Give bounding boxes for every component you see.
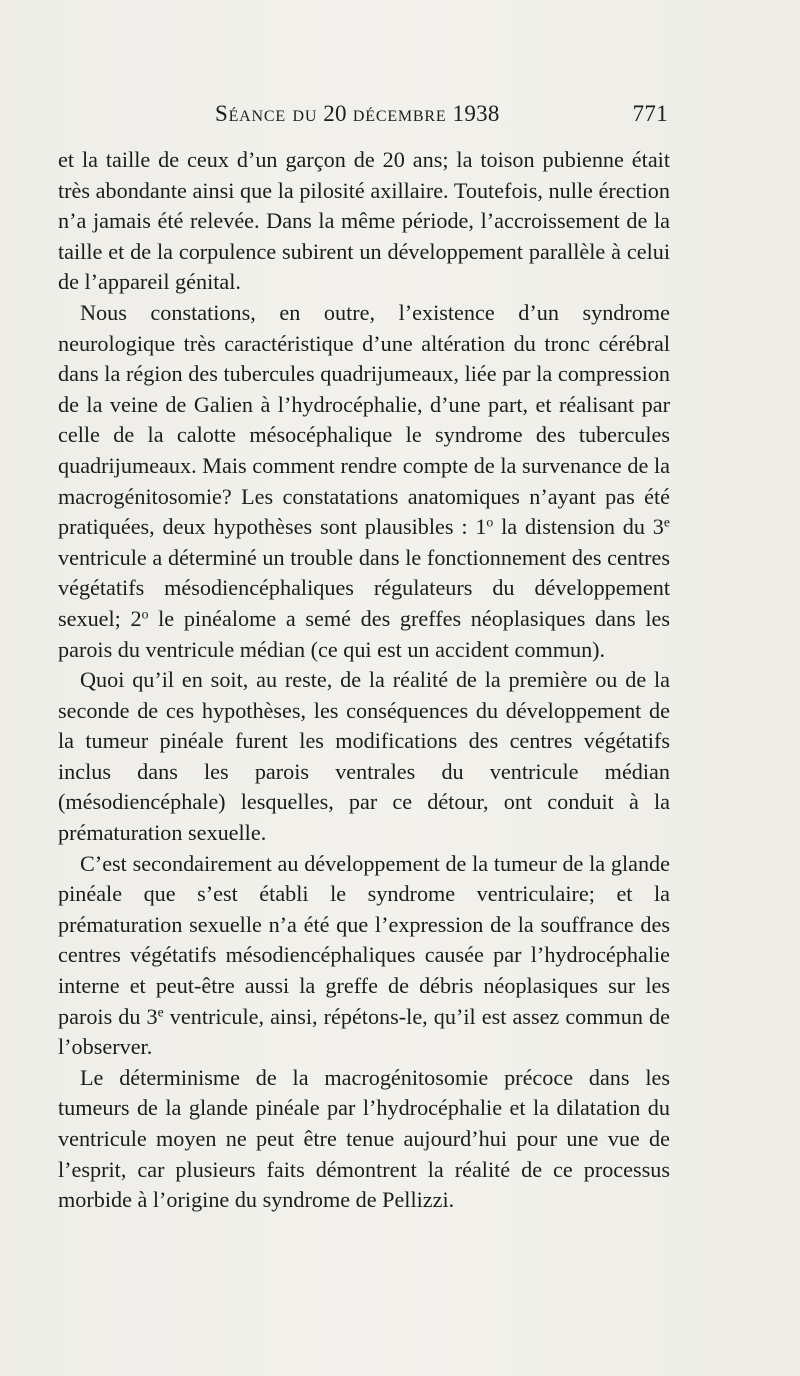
paragraph-text: ventricule a déterminé un trouble dans le fonctionnement des centres végétatifs mésodiencéphaliques régulateurs du développement sexuel; 2 <box>58 544 670 631</box>
paragraph-text: Quoi qu’il en soit, au reste, de la réalité de la première ou de la seconde de ces hypothèses, les conséquences du développement de la tumeur pinéale furent les modifications des centres végétatifs inclus dans les parois ventrales du ventricule médian (mésodiencéphale) lesquelles, par ce détour, ont conduit à la prématuration sexuelle. <box>58 667 670 846</box>
paragraph-text: le pinéalome a semé des greffes néoplasiques dans les parois du ventricule médian (ce qui est un accident commun). <box>58 605 670 662</box>
paragraph-2 <box>58 298 670 665</box>
paragraph-text: et la taille de ceux d’un garçon de 20 ans; la toison pubienne était très abondante ainsi que la pilosité axillaire. Toutefois, nulle érection n’a jamais été relevée. Dans la même période, l’accroissement de la taille et de la corpulence subirent un développement parallèle à celui de l’appareil génital. <box>58 147 670 295</box>
paragraph-1 <box>58 145 670 298</box>
superscript-o: o <box>141 606 149 622</box>
running-head-year: 1938 <box>452 101 500 126</box>
running-head-month: décembre <box>352 101 447 126</box>
paragraph-3 <box>58 665 670 849</box>
running-head-day: 20 <box>323 101 347 126</box>
paragraph-text: C’est secondairement au développement de la tumeur de la glande pinéale que s’est établi le syndrome ventriculaire; et la prématuration sexuelle n’a été que l’expression de la souffrance des centres végétatifs mésodiencéphaliques causée par l’hydrocéphalie interne et peut-être aussi la greffe de débris néoplasiques sur les parois du 3 <box>58 850 670 1029</box>
paragraph-4 <box>58 849 670 1063</box>
superscript-o: o <box>486 514 494 530</box>
body-text <box>58 145 670 1216</box>
page-number: 771 <box>632 101 668 126</box>
paragraph-text: Nous constations, en outre, l’existence d’un syndrome neurologique très caractéristique d’une altération du tronc cérébral dans la région des tubercules quadrijumeaux, liée par la compression de la veine de Galien à l’hydrocéphalie, d’une part, et réalisant par celle de la calotte mésocéphalique le syndrome des tubercules quadrijumeaux. Mais comment rendre compte de la survenance de la macrogénitosomie? Les constatations anatomiques n’ayant pas été pratiquées, deux hypothèses sont plausibles : 1 <box>58 299 670 540</box>
running-head-title <box>215 101 500 127</box>
paragraph-text: ventricule, ainsi, répétons-le, qu’il est assez commun de l’observer. <box>58 1003 670 1060</box>
paragraph-text: la distension du 3 <box>493 514 664 540</box>
running-head-seance: Séance du <box>215 101 318 126</box>
superscript-e: e <box>157 1004 164 1020</box>
paragraph-text: Le déterminisme de la macrogénitosomie précoce dans les tumeurs de la glande pinéale par l’hydrocéphalie et la dilatation du ventricule moyen ne peut être tenue aujourd’hui pour une vue de l’esprit, car plusieurs faits démontrent la réalité de ce processus morbide à l’origine du syndrome de Pellizzi. <box>58 1064 670 1213</box>
paragraph-5 <box>58 1063 670 1216</box>
running-header <box>58 101 670 133</box>
superscript-e: e <box>663 514 671 530</box>
